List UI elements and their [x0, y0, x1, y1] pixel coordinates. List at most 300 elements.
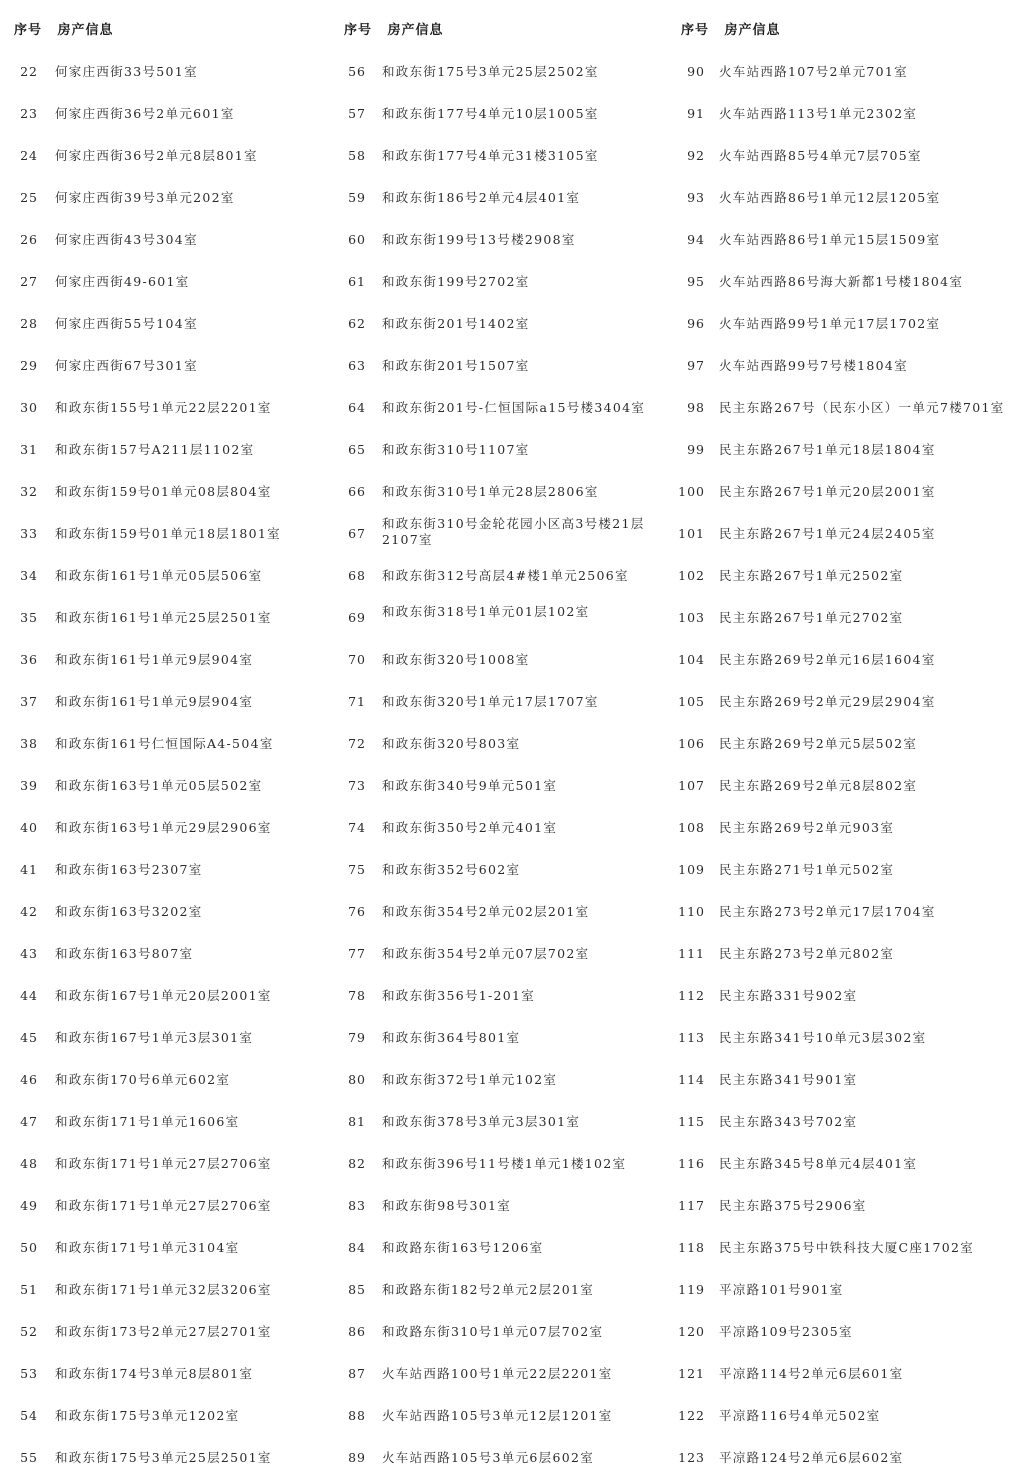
- list-item: [0, 471, 330, 513]
- list-item: [336, 1101, 672, 1143]
- item-number: 73: [348, 778, 366, 793]
- property-info: 和政东街312号高层4#楼1单元2506室: [382, 568, 629, 583]
- item-number: 60: [348, 232, 366, 247]
- list-item: [0, 681, 330, 723]
- item-number: 88: [348, 1408, 366, 1423]
- property-info: 民主东路341号901室: [719, 1072, 858, 1087]
- header-info-label: 房产信息: [724, 23, 781, 38]
- item-number: 101: [678, 526, 705, 541]
- property-info: 和政东街155号1单元22层2201室: [55, 400, 272, 415]
- item-number: 107: [678, 778, 705, 793]
- property-info: 何家庄西街33号501室: [55, 64, 198, 79]
- property-info: 和政东街175号3单元1202室: [55, 1408, 240, 1423]
- item-number: 23: [20, 106, 38, 121]
- list-item: [0, 429, 330, 471]
- item-number: 25: [20, 190, 38, 205]
- item-number: 54: [20, 1408, 38, 1423]
- property-info: 和政东街186号2单元4层401室: [382, 190, 581, 205]
- item-number: 62: [348, 316, 366, 331]
- item-number: 110: [678, 904, 705, 919]
- property-info: 火车站西路86号1单元15层1509室: [719, 232, 941, 247]
- item-number: 106: [678, 736, 705, 751]
- list-item: [674, 177, 1019, 219]
- list-item: [336, 261, 672, 303]
- property-info: 火车站西路100号1单元22层2201室: [382, 1366, 613, 1381]
- list-item: [336, 597, 672, 639]
- list-item: [674, 1059, 1019, 1101]
- item-number: 27: [20, 274, 38, 289]
- list-item: [336, 1353, 672, 1395]
- property-info: 火车站西路99号1单元17层1702室: [719, 316, 941, 331]
- item-number: 75: [348, 862, 366, 877]
- list-item: [674, 387, 1019, 429]
- item-number: 96: [687, 316, 705, 331]
- property-info: 和政东街161号1单元05层506室: [55, 568, 263, 583]
- list-item: [674, 639, 1019, 681]
- item-number: 93: [687, 190, 705, 205]
- list-item: [336, 975, 672, 1017]
- list-item: [336, 135, 672, 177]
- item-number: 85: [348, 1282, 366, 1297]
- list-item: [674, 471, 1019, 513]
- property-info: 和政路东街163号1206室: [382, 1240, 544, 1255]
- list-item: [0, 261, 330, 303]
- list-item: [0, 933, 330, 975]
- list-rows: [674, 0, 1019, 1473]
- property-info: 和政东街159号01单元18层1801室: [55, 526, 281, 541]
- list-item: [0, 135, 330, 177]
- property-info: 和政东街171号1单元3104室: [55, 1240, 240, 1255]
- property-info: 火车站西路105号3单元12层1201室: [382, 1408, 613, 1423]
- item-number: 82: [348, 1156, 366, 1171]
- list-item: [674, 1227, 1019, 1269]
- item-number: 97: [687, 358, 705, 373]
- property-info: 和政东街177号4单元31楼3105室: [382, 148, 599, 163]
- item-number: 109: [678, 862, 705, 877]
- list-item: [0, 807, 330, 849]
- item-number: 79: [348, 1030, 366, 1045]
- property-info: 何家庄西街55号104室: [55, 316, 198, 331]
- property-info: 何家庄西街67号301室: [55, 358, 198, 373]
- property-info: 平凉路124号2单元6层602室: [719, 1450, 904, 1465]
- item-number: 111: [678, 946, 705, 961]
- property-info: 和政路东街310号1单元07层702室: [382, 1324, 604, 1339]
- item-number: 123: [678, 1450, 705, 1465]
- item-number: 45: [20, 1030, 38, 1045]
- item-number: 40: [20, 820, 38, 835]
- item-number: 31: [20, 442, 38, 457]
- list-item: [674, 1101, 1019, 1143]
- item-number: 50: [20, 1240, 38, 1255]
- property-info: 和政东街320号1单元17层1707室: [382, 694, 599, 709]
- list-item: [336, 177, 672, 219]
- item-number: 41: [20, 862, 38, 877]
- item-number: 102: [678, 568, 705, 583]
- item-number: 32: [20, 484, 38, 499]
- property-info: 和政东街161号1单元25层2501室: [55, 610, 272, 625]
- property-info: 平凉路114号2单元6层601室: [719, 1366, 904, 1381]
- property-info: 和政东街171号1单元1606室: [55, 1114, 240, 1129]
- property-info: 和政东街177号4单元10层1005室: [382, 106, 599, 121]
- header-number-label: 序号: [14, 23, 43, 38]
- item-number: 56: [348, 64, 366, 79]
- property-info: 火车站西路85号4单元7层705室: [719, 148, 922, 163]
- list-item: [0, 93, 330, 135]
- item-number: 100: [678, 484, 705, 499]
- item-number: 81: [348, 1114, 366, 1129]
- property-info: 民主东路269号2单元5层502室: [719, 736, 918, 751]
- list-item: [674, 849, 1019, 891]
- property-info: 民主东路267号1单元18层1804室: [719, 442, 936, 457]
- property-info: 和政东街320号803室: [382, 736, 521, 751]
- property-info: 和政东街163号807室: [55, 946, 194, 961]
- list-item: [674, 219, 1019, 261]
- property-info: 和政东街310号1单元28层2806室: [382, 484, 599, 499]
- property-info: 民主东路269号2单元8层802室: [719, 778, 918, 793]
- property-info: 和政东街163号1单元05层502室: [55, 778, 263, 793]
- property-info: 民主东路267号1单元24层2405室: [719, 526, 936, 541]
- item-number: 86: [348, 1324, 366, 1339]
- property-info: 和政东街170号6单元602室: [55, 1072, 231, 1087]
- item-number: 58: [348, 148, 366, 163]
- list-item: [336, 807, 672, 849]
- property-info: 何家庄西街36号2单元8层801室: [55, 148, 258, 163]
- property-info: 民主东路267号1单元2702室: [719, 610, 904, 625]
- property-info: 和政东街159号01单元08层804室: [55, 484, 272, 499]
- item-number: 122: [678, 1408, 705, 1423]
- property-info: 民主东路269号2单元903室: [719, 820, 895, 835]
- list-item: [674, 807, 1019, 849]
- property-info: 平凉路116号4单元502室: [719, 1408, 881, 1423]
- list-item: [336, 681, 672, 723]
- item-number: 67: [348, 526, 366, 541]
- property-info: 和政东街310号1107室: [382, 442, 530, 457]
- list-item: [336, 219, 672, 261]
- item-number: 51: [20, 1282, 38, 1297]
- property-info: 民主东路331号902室: [719, 988, 858, 1003]
- list-item: [336, 93, 672, 135]
- property-info: 和政东街364号801室: [382, 1030, 521, 1045]
- property-info: 火车站西路113号1单元2302室: [719, 106, 918, 121]
- property-info: 和政东街157号A211层1102室: [55, 442, 255, 457]
- list-item: [674, 555, 1019, 597]
- property-info: 火车站西路105号3单元6层602室: [382, 1450, 595, 1465]
- list-item: [0, 177, 330, 219]
- property-info: 和政东街320号1008室: [382, 652, 530, 667]
- list-item: [0, 1059, 330, 1101]
- list-item: [674, 681, 1019, 723]
- item-number: 83: [348, 1198, 366, 1213]
- list-item: [674, 1269, 1019, 1311]
- property-info: 和政路东街182号2单元2层201室: [382, 1282, 595, 1297]
- list-item: [0, 387, 330, 429]
- list-item: [0, 975, 330, 1017]
- property-info: 火车站西路86号海大新都1号楼1804室: [719, 274, 964, 289]
- list-item: [336, 1227, 672, 1269]
- item-number: 84: [348, 1240, 366, 1255]
- header-info-label: 房产信息: [387, 23, 444, 38]
- list-item: [0, 345, 330, 387]
- item-number: 39: [20, 778, 38, 793]
- list-item: [336, 765, 672, 807]
- list-item: [674, 135, 1019, 177]
- item-number: 115: [678, 1114, 705, 1129]
- property-info: 民主东路343号702室: [719, 1114, 858, 1129]
- item-number: 65: [348, 442, 366, 457]
- item-number: 66: [348, 484, 366, 499]
- list-item: [0, 891, 330, 933]
- list-item: [674, 429, 1019, 471]
- item-number: 113: [678, 1030, 705, 1045]
- property-info: 火车站西路99号7号楼1804室: [719, 358, 908, 373]
- property-info: 火车站西路86号1单元12层1205室: [719, 190, 941, 205]
- list-item: [336, 1185, 672, 1227]
- item-number: 95: [687, 274, 705, 289]
- property-info: 民主东路271号1单元502室: [719, 862, 895, 877]
- property-info: 和政东街167号1单元20层2001室: [55, 988, 272, 1003]
- item-number: 117: [678, 1198, 705, 1213]
- property-info: 民主东路269号2单元16层1604室: [719, 652, 936, 667]
- property-info: 民主东路375号中铁科技大厦C座1702室: [719, 1240, 975, 1255]
- item-number: 30: [20, 400, 38, 415]
- item-number: 92: [687, 148, 705, 163]
- property-info: 何家庄西街43号304室: [55, 232, 198, 247]
- property-info: 和政东街396号11号楼1单元1楼102室: [382, 1156, 627, 1171]
- list-item: [336, 513, 672, 555]
- item-number: 63: [348, 358, 366, 373]
- property-info: 和政东街173号2单元27层2701室: [55, 1324, 272, 1339]
- list-item: [0, 1143, 330, 1185]
- item-number: 61: [348, 274, 366, 289]
- list-item: [0, 1101, 330, 1143]
- item-number: 105: [678, 694, 705, 709]
- item-number: 59: [348, 190, 366, 205]
- list-item: [674, 723, 1019, 765]
- property-info: 和政东街350号2单元401室: [382, 820, 558, 835]
- list-item: [674, 303, 1019, 345]
- list-item: [0, 555, 330, 597]
- list-item: [336, 1395, 672, 1437]
- list-item: [0, 303, 330, 345]
- property-info: 和政东街199号2702室: [382, 274, 530, 289]
- list-rows: [336, 0, 672, 1473]
- item-number: 48: [20, 1156, 38, 1171]
- list-item: [674, 933, 1019, 975]
- property-info: 和政东街318号1单元01层102室: [382, 604, 590, 619]
- property-info: 和政东街174号3单元8层801室: [55, 1366, 254, 1381]
- property-info: 和政东街161号仁恒国际A4-504室: [55, 736, 274, 751]
- item-number: 53: [20, 1366, 38, 1381]
- list-item: [674, 1311, 1019, 1353]
- list-item: [674, 93, 1019, 135]
- item-number: 49: [20, 1198, 38, 1213]
- item-number: 69: [348, 610, 366, 625]
- property-info: 和政东街356号1-201室: [382, 988, 536, 1003]
- item-number: 57: [348, 106, 366, 121]
- header-info-label: 房产信息: [57, 23, 114, 38]
- property-info: 何家庄西街49-601室: [55, 274, 190, 289]
- list-item: [674, 261, 1019, 303]
- item-number: 26: [20, 232, 38, 247]
- item-number: 80: [348, 1072, 366, 1087]
- list-rows: [0, 0, 330, 1473]
- list-item: [336, 849, 672, 891]
- property-info: 和政东街175号3单元25层2501室: [55, 1450, 272, 1465]
- property-info: 民主东路267号1单元20层2001室: [719, 484, 936, 499]
- property-info: 和政东街340号9单元501室: [382, 778, 558, 793]
- item-number: 121: [678, 1366, 705, 1381]
- item-number: 47: [20, 1114, 38, 1129]
- item-number: 77: [348, 946, 366, 961]
- item-number: 36: [20, 652, 38, 667]
- property-info: 民主东路273号2单元802室: [719, 946, 895, 961]
- list-item: [336, 1269, 672, 1311]
- list-item: [0, 1185, 330, 1227]
- property-info: 平凉路101号901室: [719, 1282, 844, 1297]
- list-item: [674, 765, 1019, 807]
- item-number: 90: [687, 64, 705, 79]
- item-number: 22: [20, 64, 38, 79]
- item-number: 87: [348, 1366, 366, 1381]
- property-info: 和政东街161号1单元9层904室: [55, 694, 254, 709]
- item-number: 37: [20, 694, 38, 709]
- item-number: 55: [20, 1450, 38, 1465]
- list-item: [0, 513, 330, 555]
- list-item: [0, 1269, 330, 1311]
- property-info: 民主东路267号1单元2502室: [719, 568, 904, 583]
- property-info: 和政东街163号3202室: [55, 904, 203, 919]
- property-info: 和政东街171号1单元27层2706室: [55, 1198, 272, 1213]
- list-item: [0, 1017, 330, 1059]
- item-number: 118: [678, 1240, 705, 1255]
- item-number: 71: [348, 694, 366, 709]
- header-number-label: 序号: [681, 23, 710, 38]
- property-info: 和政东街201号1402室: [382, 316, 530, 331]
- property-info: 民主东路375号2906室: [719, 1198, 867, 1213]
- item-number: 34: [20, 568, 38, 583]
- item-number: 35: [20, 610, 38, 625]
- property-info: 和政东街161号1单元9层904室: [55, 652, 254, 667]
- list-item: [336, 429, 672, 471]
- list-item: [0, 51, 330, 93]
- item-number: 72: [348, 736, 366, 751]
- list-item: [336, 891, 672, 933]
- item-number: 28: [20, 316, 38, 331]
- list-item: [336, 345, 672, 387]
- list-item: [674, 1353, 1019, 1395]
- list-item: [674, 1185, 1019, 1227]
- list-item: [336, 723, 672, 765]
- item-number: 42: [20, 904, 38, 919]
- property-info: 平凉路109号2305室: [719, 1324, 853, 1339]
- list-item: [336, 1059, 672, 1101]
- property-info: 和政东街372号1单元102室: [382, 1072, 558, 1087]
- property-info: 和政东街354号2单元02层201室: [382, 904, 590, 919]
- item-number: 99: [687, 442, 705, 457]
- list-item: [674, 1017, 1019, 1059]
- property-info: 民主东路345号8单元4层401室: [719, 1156, 918, 1171]
- item-number: 33: [20, 526, 38, 541]
- item-number: 38: [20, 736, 38, 751]
- list-item: [0, 765, 330, 807]
- property-info: 和政东街167号1单元3层301室: [55, 1030, 254, 1045]
- property-info: 和政东街354号2单元07层702室: [382, 946, 590, 961]
- list-item: [336, 933, 672, 975]
- property-info: 和政东街378号3单元3层301室: [382, 1114, 581, 1129]
- item-number: 43: [20, 946, 38, 961]
- property-info: 和政东街201号1507室: [382, 358, 530, 373]
- list-item: [0, 849, 330, 891]
- item-number: 64: [348, 400, 366, 415]
- list-item: [336, 1143, 672, 1185]
- list-item: [336, 387, 672, 429]
- list-item: [0, 1395, 330, 1437]
- list-item: [336, 1311, 672, 1353]
- property-info: 民主东路269号2单元29层2904室: [719, 694, 936, 709]
- item-number: 89: [348, 1450, 366, 1465]
- list-item: [674, 891, 1019, 933]
- list-item: [674, 597, 1019, 639]
- item-number: 74: [348, 820, 366, 835]
- item-number: 116: [678, 1156, 705, 1171]
- list-item: [674, 1143, 1019, 1185]
- item-number: 70: [348, 652, 366, 667]
- property-info: 民主东路267号（民东小区）一单元7楼701室: [719, 400, 1005, 415]
- header-number-label: 序号: [344, 23, 373, 38]
- property-info: 民主东路341号10单元3层302室: [719, 1030, 927, 1045]
- property-info: 和政东街201号-仁恒国际a15号楼3404室: [382, 400, 646, 415]
- item-number: 24: [20, 148, 38, 163]
- list-item: [0, 597, 330, 639]
- item-number: 114: [678, 1072, 705, 1087]
- list-item: [336, 1017, 672, 1059]
- list-item: [336, 555, 672, 597]
- list-item: [0, 1353, 330, 1395]
- property-info: 和政东街175号3单元25层2502室: [382, 64, 599, 79]
- item-number: 103: [678, 610, 705, 625]
- item-number: 94: [687, 232, 705, 247]
- list-item: [0, 723, 330, 765]
- item-number: 112: [678, 988, 705, 1003]
- property-info: 和政东街171号1单元27层2706室: [55, 1156, 272, 1171]
- list-item: [0, 219, 330, 261]
- property-info: 民主东路273号2单元17层1704室: [719, 904, 936, 919]
- list-item: [674, 975, 1019, 1017]
- item-number: 98: [687, 400, 705, 415]
- list-item: [336, 639, 672, 681]
- item-number: 29: [20, 358, 38, 373]
- property-info: 和政东街171号1单元32层3206室: [55, 1282, 272, 1297]
- list-item: [0, 1311, 330, 1353]
- item-number: 120: [678, 1324, 705, 1339]
- item-number: 44: [20, 988, 38, 1003]
- property-info: 和政东街310号金轮花园小区高3号楼21层2107室: [382, 516, 645, 547]
- item-number: 78: [348, 988, 366, 1003]
- property-info: 何家庄西街36号2单元601室: [55, 106, 235, 121]
- item-number: 119: [678, 1282, 705, 1297]
- property-info: 火车站西路107号2单元701室: [719, 64, 908, 79]
- item-number: 46: [20, 1072, 38, 1087]
- list-item: [336, 51, 672, 93]
- property-info: 和政东街163号1单元29层2906室: [55, 820, 272, 835]
- item-number: 76: [348, 904, 366, 919]
- item-number: 68: [348, 568, 366, 583]
- list-item: [674, 1395, 1019, 1437]
- item-number: 104: [678, 652, 705, 667]
- property-info: 和政东街98号301室: [382, 1198, 512, 1213]
- list-item: [0, 1227, 330, 1269]
- list-item: [0, 639, 330, 681]
